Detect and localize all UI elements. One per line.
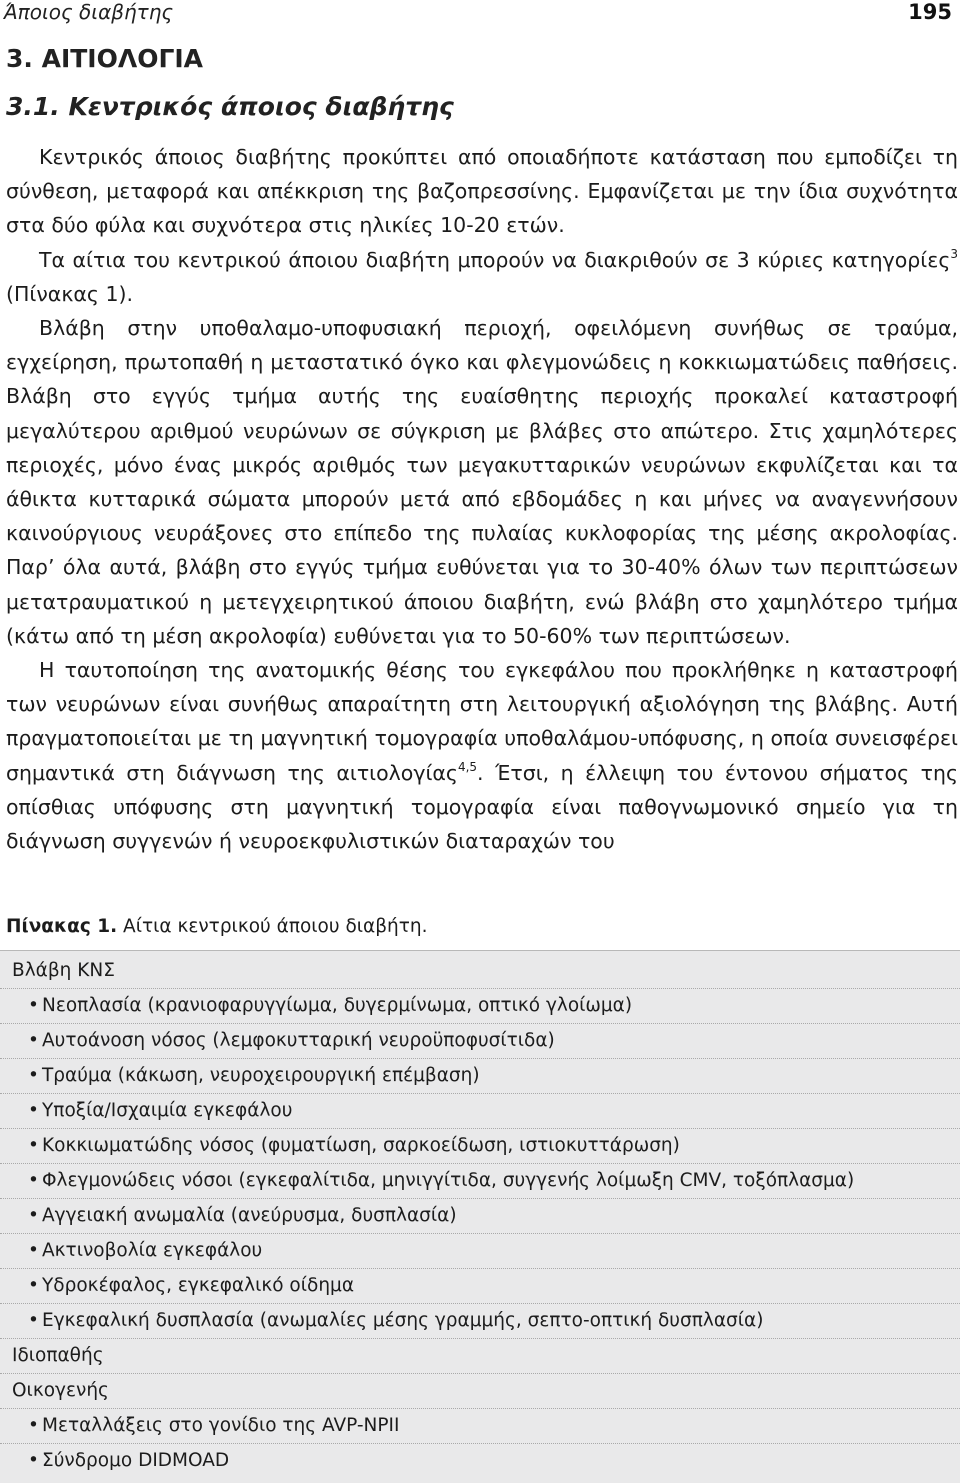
table-item <box>0 1023 555 1058</box>
running-head: Άποιος διαβήτης <box>4 0 174 24</box>
row-divider <box>0 1373 960 1374</box>
row-divider <box>0 1233 960 1234</box>
bullet-icon: • <box>28 1030 39 1051</box>
paragraph-3: Βλάβη στην υποθαλαμο-υποφυσιακή περιοχή, οφειλόμενη συνήθως σε τραύμα, εγχείρηση, πρωτοπαθή η μεταστατικό όγκο και φλεγμονώδεις η κοκκιωματώδεις παθήσεις. Βλάβη στο εγγύς τμήμα αυτής της ευαίσθητης περιοχής προκαλεί καταστροφή μεγαλύτερου αριθμού νευρώνων σε σύγκριση με βλάβες στο απώτερο. Στις χαμηλότερες περιοχές, μόνο ένας μικρός αριθμός των μεγακυτταρικών νευρώνων εκφυλίζεται και τα άθικτα κυτταρικά σώματα μπορούν μετά από εβδομάδες η και μήνες να αναγεννήσουν καινούργιους νευράξονες στο επίπεδο της πυλαίας κυκλοφορίας της μέσης ακρολοφίας. Παρ’ όλα αυτά, βλάβη στο εγγύς τμήμα ευθύνεται για το 30-40% όλων των περιπτώσεων μετατραυματικού η μετεγχειρητικού άποιου διαβήτη, ενώ βλάβη στο χαμηλότερο τμήμα (κάτω από τη μέση ακρολοφία) ευθύνεται για το 50-60% των περιπτώσεων. <box>6 316 958 648</box>
table-row-text: Φλεγμονώδεις νόσοι (εγκεφαλίτιδα, μηνιγγίτιδα, συγγενής λοίμωξη CMV, τοξόπλασμα) <box>42 1170 855 1191</box>
paragraph-4-text: Η ταυτοποίηση της ανατομικής θέσης του εγκεφάλου που προκλήθηκε η καταστροφή των νευρώνων είναι συνήθως απαραίτητη στη λειτουργική αξιολόγηση της βλάβης. Αυτή πραγματοποιείται με τη μαγνητική τομογραφία υποθαλάμου-υπόφυσης, η οποία συνεισφέρει σημαντικά στη διάγνωση της αιτιολογίας <box>6 658 958 785</box>
row-divider <box>0 1303 960 1304</box>
table-item <box>0 1443 229 1478</box>
citation-ref: 4,5 <box>457 759 478 774</box>
paragraph-4 <box>6 653 958 858</box>
table-item <box>0 1408 399 1443</box>
table-row-text: Ιδιοπαθής <box>12 1345 104 1366</box>
bullet-icon: • <box>28 1310 39 1331</box>
bullet-icon: • <box>28 1100 39 1121</box>
table-row-text: Υδροκέφαλος, εγκεφαλικό οίδημα <box>42 1275 355 1296</box>
row-divider <box>0 1268 960 1269</box>
table-item <box>0 1093 292 1128</box>
paragraph-4-tail: . Έτσι, η έλλειψη του έντονου σήματος της οπίσθιας υπόφυσης στη μαγνητική τομογραφία είναι παθογνωμονικό σημείο για τη διάγνωση συγγενών ή νευροεκφυλιστικών διαταραχών του <box>6 760 958 854</box>
bullet-icon: • <box>28 1065 39 1086</box>
table-caption-label: Πίνακας 1. <box>6 916 118 937</box>
paragraph-1: Κεντρικός άποιος διαβήτης προκύπτει από οποιαδήποτε κατάσταση που εμποδίζει τη σύνθεση, μεταφορά και απέκκριση της βαζοπρεσσίνης. Εμφανίζεται με την ίδια συχνότητα στα δύο φύλα και συχνότερα στις ηλικίες 10-20 ετών. <box>6 145 958 238</box>
row-divider <box>0 988 960 989</box>
bullet-icon: • <box>28 1170 39 1191</box>
table-row-text: Βλάβη ΚΝΣ <box>12 960 115 981</box>
table-item <box>0 1303 763 1338</box>
table-item <box>0 1128 680 1163</box>
page-number: 195 <box>908 0 952 24</box>
row-divider <box>0 1198 960 1199</box>
paragraph-2-tail: (Πίνακας 1). <box>6 281 134 306</box>
bullet-icon: • <box>28 1415 39 1436</box>
bullet-icon: • <box>28 1135 39 1156</box>
bullet-icon: • <box>28 1275 39 1296</box>
table-row-text: Αγγειακή ανωμαλία (ανεύρυσμα, δυσπλασία) <box>42 1205 457 1226</box>
table-row-text: Τραύμα (κάκωση, νευροχειρουργική επέμβαση) <box>42 1065 480 1086</box>
table-row-text: Υποξία/Ισχαιμία εγκεφάλου <box>42 1100 293 1121</box>
subsection-heading: 3.1. Κεντρικός άποιος διαβήτης <box>6 92 454 121</box>
table-row-text: Οικογενής <box>12 1380 109 1401</box>
table-item <box>0 1268 354 1303</box>
row-divider <box>0 1058 960 1059</box>
causes-table <box>0 950 960 1483</box>
table-category <box>0 953 115 988</box>
bullet-icon: • <box>28 1240 39 1261</box>
table-category <box>0 1338 104 1373</box>
section-heading: 3. ΑΙΤΙΟΛΟΓΙΑ <box>6 44 204 73</box>
body-text <box>6 140 958 858</box>
paragraph-2 <box>6 243 958 311</box>
table-row-text: Νεοπλασία (κρανιοφαρυγγίωμα, δυγερμίνωμα, οπτικό γλοίωμα) <box>42 995 633 1016</box>
paragraph-2-text: Τα αίτια του κεντρικού άποιου διαβήτη μπορούν να διακριθούν σε 3 κύριες κατηγορίες <box>39 247 951 272</box>
table-category <box>0 1373 109 1408</box>
table-row-text: Εγκεφαλική δυσπλασία (ανωμαλίες μέσης γραμμής, σεπτο-οπτική δυσπλασία) <box>42 1310 764 1331</box>
table-item <box>0 1163 854 1198</box>
table-caption <box>6 916 428 937</box>
table-row-text: Κοκκιωματώδης νόσος (φυματίωση, σαρκοείδωση, ιστιοκυττάρωση) <box>42 1135 680 1156</box>
citation-ref: 3 <box>950 246 958 261</box>
row-divider <box>0 1128 960 1129</box>
bullet-icon: • <box>28 995 39 1016</box>
table-item <box>0 1198 457 1233</box>
table-row-text: Ακτινοβολία εγκεφάλου <box>42 1240 263 1261</box>
row-divider <box>0 1443 960 1444</box>
table-row-text: Σύνδρομο DIDMOAD <box>42 1450 230 1471</box>
table-item <box>0 1233 262 1268</box>
bullet-icon: • <box>28 1450 39 1471</box>
table-item <box>0 988 632 1023</box>
row-divider <box>0 1093 960 1094</box>
row-divider <box>0 1408 960 1409</box>
bullet-icon: • <box>28 1205 39 1226</box>
table-item <box>0 1058 480 1093</box>
table-row-text: Μεταλλάξεις στο γονίδιο της AVP-NPII <box>42 1415 400 1436</box>
table-caption-text: Αίτια κεντρικού άποιου διαβήτη. <box>117 916 428 937</box>
row-divider <box>0 1338 960 1339</box>
table-row-text: Αυτοάνοση νόσος (λεμφοκυτταρική νευροϋποφυσίτιδα) <box>42 1030 555 1051</box>
row-divider <box>0 1023 960 1024</box>
row-divider <box>0 1163 960 1164</box>
